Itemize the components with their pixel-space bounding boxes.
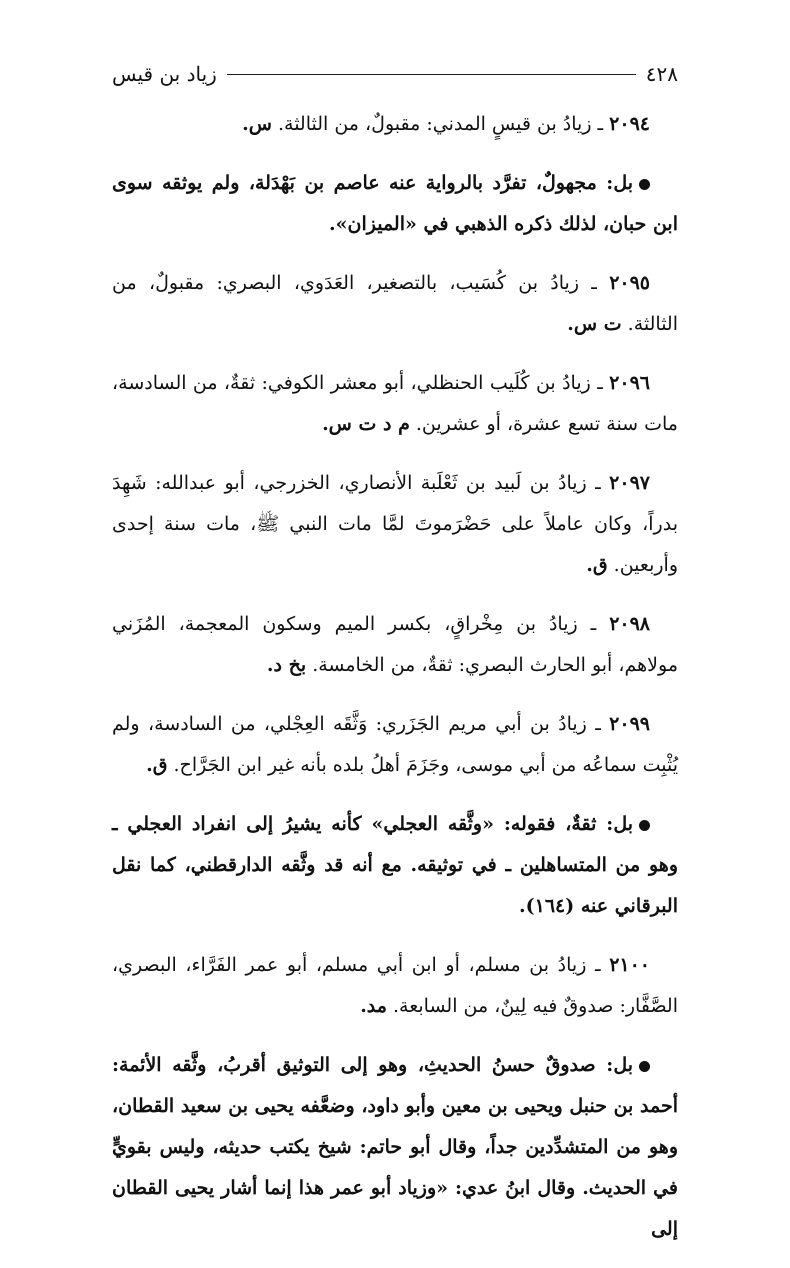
entry-number: ٢٠٩٩ [609,713,650,735]
entry-number: ٢٠٩٧ [609,472,650,494]
entry-text: ـ زيادُ بن مِخْراقٍ، بكسر الميم وسكون المعجمة، المُزَني مولاهم، أبو الحارث البصري: ثقةٌ، من الخامسة. [112,613,678,676]
entry-number: ٢٠٩٨ [609,613,651,635]
comment-text: بل: ثقةٌ، فقوله: «وثَّقه العجلي» كأنه يشيرُ إلى انفراد العجلي ـ وهو من المتساهلين ـ في توثيقه. مع أنه قد وثَّقه الدارقطني، كما نقل البرقاني عنه (١٦٤). [112,813,678,917]
entry-text: ـ زيادُ بن أبي مريم الجَزَري: وَثَّقَه العِجْلي، من السادسة، ولم يُثْبِت سماعُه من أبي موسى، وجَزَمَ أهلُ بلده بأنه غير ابن الجَرَّاح. [112,713,678,776]
page-body [112,104,678,1268]
entry-2097 [112,463,678,586]
entry-citation: ق. [586,554,608,576]
entry-text: ـ زيادُ بن لَبيد بن ثَعْلَبة الأنصاري، الخزرجي، أبو عبدالله: شَهِدَ بدراً، وكان عاملاً على حَضْرَموتَ لمَّا مات النبي ﷺ، مات سنة إحدى وأربعين. [112,472,678,576]
entry-2100 [112,945,678,1027]
entry-citation: بخ د. [266,654,307,676]
bullet-dot-icon [639,179,650,190]
entry-2096 [112,363,678,445]
entry-text: ـ زيادُ بن قيسٍ المدني: مقبولٌ، من الثالثة. [277,113,604,135]
running-header [112,62,678,86]
entry-citation: س. [242,113,272,135]
page-number: ٤٢٨ [645,62,678,86]
entry-text: ـ زيادُ بن كُسَيب، بالتصغير، العَدَوي، البصري: مقبولٌ، من الثالثة. [112,272,678,335]
entry-number: ٢١٠٠ [609,954,651,976]
comment-text: بل: مجهولٌ، تفرَّد بالرواية عنه عاصم بن بَهْدَلة، ولم يوثقه سوى ابن حبان، لذلك ذكره الذهبي في «الميزان». [112,172,678,235]
comment-text: بل: صدوقٌ حسنُ الحديثِ، وهو إلى التوثيق أقربُ، وثَّقه الأئمة: أحمد بن حنبل ويحيى بن معين وأبو داود، وضعَّفه يحيى بن سعيد القطان، وهو من المتشدِّدين جداً، وقال أبو حاتم: شيخ يكتب حديثه، وليس بقويٍّ في الحديث. وقال ابنُ عدي: «وزياد أبو عمر هذا إنما أشار يحيى القطان إلى [112,1054,678,1240]
entry-number: ٢٠٩٥ [609,272,651,294]
running-title: زياد بن قيس [112,62,217,86]
entry-number: ٢٠٩٤ [609,113,650,135]
entry-2095 [112,263,678,345]
bal-comment [112,1045,678,1250]
entry-2098 [112,604,678,686]
bullet-dot-icon [639,1061,650,1072]
entry-citation: م د ت س. [322,413,410,435]
entry-2099 [112,704,678,786]
entry-text: ـ زيادُ بن مسلم، أو ابن أبي مسلم، أبو عمر الفَرَّاء، البصري، الصَّفَّار: صدوقٌ فيه لِينٌ، من السابعة. [112,954,678,1017]
entry-number: ٢٠٩٦ [609,372,650,394]
entry-2094 [112,104,678,145]
entry-citation: مد. [360,995,387,1017]
entry-citation: ق. [146,754,168,776]
bal-comment [112,804,678,927]
bal-comment [112,163,678,245]
entry-text: ـ زيادُ بن كُلَيب الحنظلي، أبو معشر الكوفي: ثقةٌ، من السادسة، مات سنة تسع عشرة، أو عشرين. [112,372,678,435]
bullet-dot-icon [639,820,650,831]
entry-citation: ت س. [567,313,622,335]
header-rule [227,74,636,75]
